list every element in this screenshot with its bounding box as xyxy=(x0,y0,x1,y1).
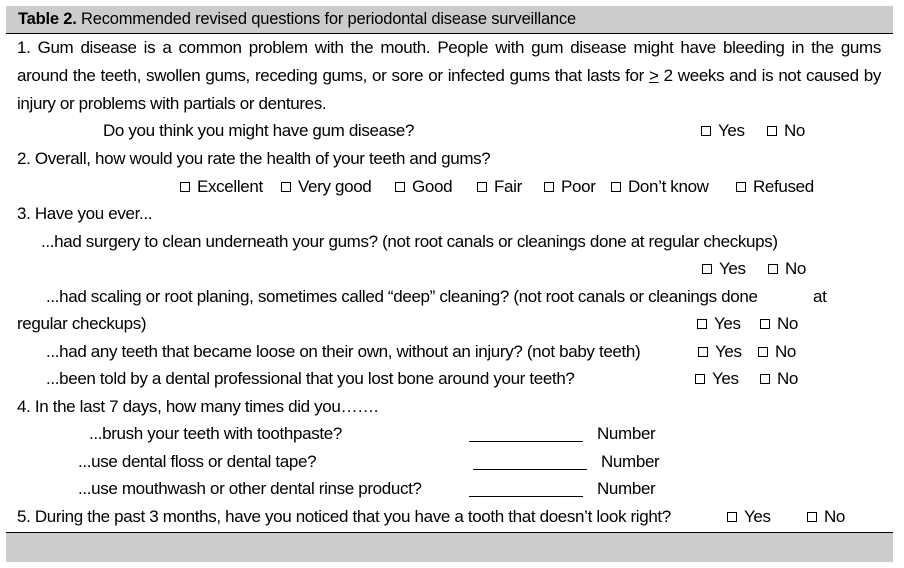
checkbox-icon[interactable] xyxy=(477,182,487,192)
checkbox-icon[interactable] xyxy=(760,319,770,329)
q4-intro: 4. In the last 7 days, how many times did you……. xyxy=(17,397,379,416)
checkbox-icon[interactable] xyxy=(701,126,711,136)
q5-option-yes[interactable]: Yes xyxy=(727,507,771,527)
q3-item-scaling-no[interactable]: No xyxy=(760,314,798,334)
q4-item-mouthwash-input[interactable] xyxy=(469,496,583,497)
q4-item-brush-unit: Number xyxy=(597,424,656,443)
checkbox-icon[interactable] xyxy=(807,512,817,522)
q1-ge-symbol: > xyxy=(648,66,659,85)
checkbox-icon[interactable] xyxy=(180,182,190,192)
q2-option-very-good[interactable]: Very good xyxy=(281,177,371,197)
q2-option-dont-know[interactable]: Don’t know xyxy=(611,177,709,197)
q4-item-brush: ...brush your teeth with toothpaste? xyxy=(89,424,342,443)
checkbox-icon[interactable] xyxy=(736,182,746,192)
checkbox-icon[interactable] xyxy=(695,374,705,384)
q1-text-after: 2 weeks and is not caused by injury or problems with partials or dentures. xyxy=(17,66,882,113)
q1-description xyxy=(17,34,881,118)
checkbox-icon[interactable] xyxy=(395,182,405,192)
table-title-text: Recommended revised questions for periodontal disease surveillance xyxy=(81,10,576,28)
q3-item-surgery-yes[interactable]: Yes xyxy=(702,259,746,279)
q4-item-mouthwash: ...use mouthwash or other dental rinse product? xyxy=(78,479,422,498)
q1-option-yes[interactable]: Yes xyxy=(701,121,745,141)
q2-option-excellent[interactable]: Excellent xyxy=(180,177,263,197)
table-title xyxy=(18,10,576,29)
checkbox-icon[interactable] xyxy=(768,264,778,274)
q2-option-fair[interactable]: Fair xyxy=(477,177,522,197)
checkbox-icon[interactable] xyxy=(727,512,737,522)
q3-item-bone-loss-no[interactable]: No xyxy=(760,369,798,389)
table-title-bar xyxy=(6,6,893,34)
q1-option-no[interactable]: No xyxy=(767,121,805,141)
q3-item-loose-teeth: ...had any teeth that became loose on their own, without an injury? (not baby teeth) xyxy=(46,342,641,361)
checkbox-icon[interactable] xyxy=(758,347,768,357)
q3-item-scaling-line2: regular checkups) xyxy=(17,314,147,333)
q4-item-floss-unit: Number xyxy=(601,452,660,471)
q3-item-loose-teeth-yes[interactable]: Yes xyxy=(698,342,742,362)
q4-item-floss: ...use dental floss or dental tape? xyxy=(78,452,317,471)
q3-item-surgery-no[interactable]: No xyxy=(768,259,806,279)
checkbox-icon[interactable] xyxy=(702,264,712,274)
q4-item-brush-input[interactable] xyxy=(469,441,583,442)
checkbox-icon[interactable] xyxy=(281,182,291,192)
table-footer-bar xyxy=(6,532,893,562)
q3-item-surgery: ...had surgery to clean underneath your gums? (not root canals or cleanings done at regular checkups) xyxy=(41,232,778,251)
q5-option-no[interactable]: No xyxy=(807,507,845,527)
q3-item-scaling-yes[interactable]: Yes xyxy=(697,314,741,334)
checkbox-icon[interactable] xyxy=(697,319,707,329)
checkbox-icon[interactable] xyxy=(760,374,770,384)
checkbox-icon[interactable] xyxy=(611,182,621,192)
q4-item-floss-input[interactable] xyxy=(473,469,587,470)
q2-option-poor[interactable]: Poor xyxy=(544,177,596,197)
q4-item-mouthwash-unit: Number xyxy=(597,479,656,498)
q3-intro: 3. Have you ever... xyxy=(17,204,153,223)
q1-question: Do you think you might have gum disease? xyxy=(103,121,415,140)
q3-item-scaling-line1: ...had scaling or root planing, sometimes called “deep” cleaning? (not root canals or cleanings done xyxy=(46,287,758,306)
checkbox-icon[interactable] xyxy=(698,347,708,357)
q1-text-before: 1. Gum disease is a common problem with the mouth. People with gum disease might have bleeding in the gums around the teeth, swollen gums, receding gums, or sore or infected gums that lasts for xyxy=(17,38,881,85)
q3-item-scaling-at: at xyxy=(813,287,827,306)
q2-question: 2. Overall, how would you rate the health of your teeth and gums? xyxy=(17,149,491,168)
q3-item-bone-loss: ...been told by a dental professional that you lost bone around your teeth? xyxy=(46,369,575,388)
checkbox-icon[interactable] xyxy=(767,126,777,136)
table-label: Table 2. xyxy=(18,10,77,28)
q3-item-bone-loss-yes[interactable]: Yes xyxy=(695,369,739,389)
q3-item-loose-teeth-no[interactable]: No xyxy=(758,342,796,362)
q2-option-refused[interactable]: Refused xyxy=(736,177,814,197)
checkbox-icon[interactable] xyxy=(544,182,554,192)
q2-option-good[interactable]: Good xyxy=(395,177,452,197)
q5-question: 5. During the past 3 months, have you noticed that you have a tooth that doesn’t look right? xyxy=(17,507,671,526)
